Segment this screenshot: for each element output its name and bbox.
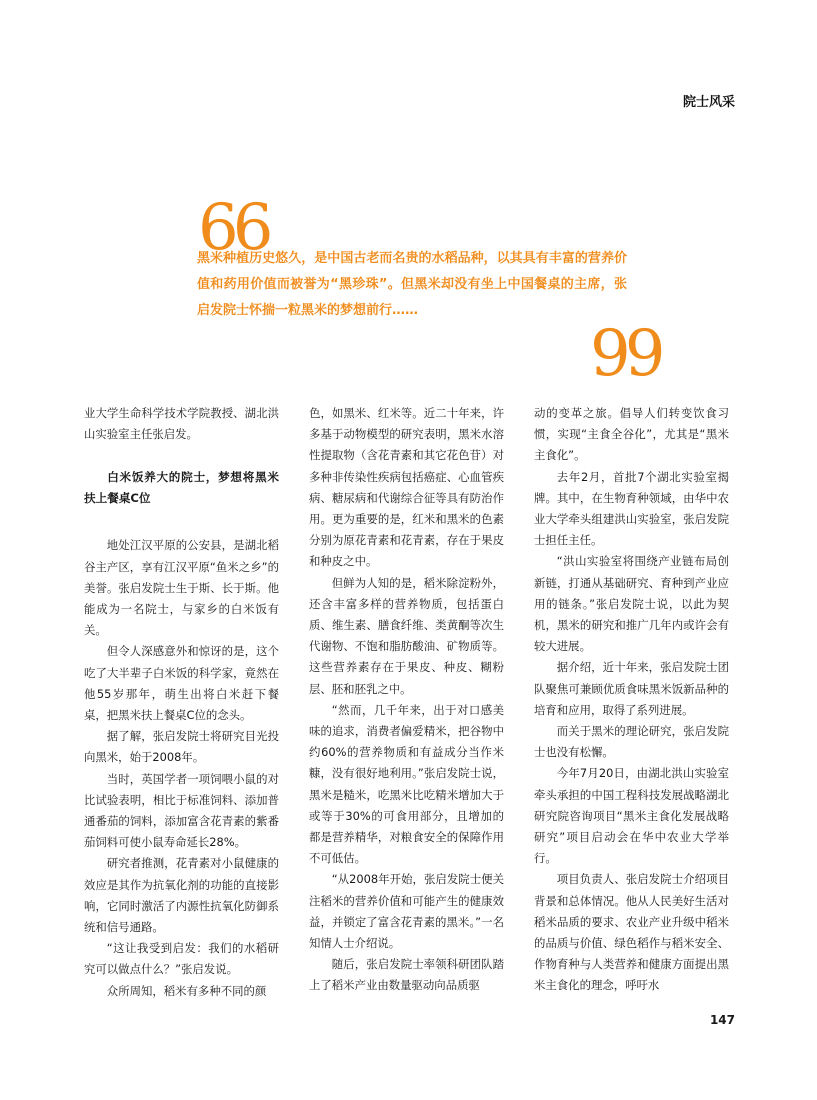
paragraph: 研究者推测，花青素对小鼠健康的效应是其作为抗氧化剂的功能的直接影响，它同时激活了内源性抗氧化防御系统和信号通路。 <box>84 856 279 935</box>
paragraph: 地处江汉平原的公安县，是湖北稻谷主产区，享有江汉平原“鱼米之乡”的美誉。张启发院士生于斯、长于斯。他能成为一名院士，与家乡的白米饭有关。 <box>84 538 279 638</box>
paragraph: 众所周知，稻米有多种不同的颜 <box>106 983 267 998</box>
paragraph: 而关于黑米的理论研究，张启发院士也没有松懈。 <box>534 724 729 760</box>
paragraph: 随后，张启发院士率领科研团队踏上了稻米产业由数量驱动向品质驱 <box>309 957 504 993</box>
paragraph: 项目负责人、张启发院士介绍项目背景和总体情况。他从人民美好生活对稻米品质的要求、农业产业升级中稻米的品质与价值、绿色稻作与稻米安全、作物育种与人类营养和健康方面提出黑米主食化的理念，呼吁水 <box>534 872 729 993</box>
section-tag: 院士风采 <box>682 95 735 110</box>
paragraph: 动的变革之旅。倡导人们转变饮食习惯，实现“主食全谷化”，尤其是“黑米主食化”。 <box>534 406 729 463</box>
page-number: 147 <box>709 1013 735 1027</box>
paragraph: 今年7月20日，由湖北洪山实验室牵头承担的中国工程科技发展战略湖北研究院咨询项目“黑米主食化发展战略研究”项目启动会在华中农业大学举行。 <box>534 766 729 866</box>
close-quote-mark: 99 <box>590 317 660 391</box>
paragraph: 业大学生命科学技术学院教授、湖北洪山实验室主任张启发。 <box>84 406 279 442</box>
paragraph: “洪山实验室将围绕产业链布局创新链，打通从基础研究、育种到产业应用的链条。”张启发院士说，以此为契机，黑米的研究和推广几年内或许会有较大进展。 <box>534 554 729 654</box>
paragraph: 色，如黑米、红米等。近二十年来，许多基于动物模型的研究表明，黑米水溶性提取物（含花青素和其它花色苷）对多种非传染性疾病包括癌症、心血管疾病、糖尿病和代谢综合征等具有防治作用。更为重要的是，红米和黑米的色素分别为原花青素和花青素，存在于果皮和种皮之中。 <box>309 406 504 569</box>
paragraph: “从2008年开始，张启发院士便关注稻米的营养价值和可能产生的健康效益，并锁定了富含花青素的黑米。”一名知情人士介绍说。 <box>309 872 504 951</box>
paragraph: 据介绍，近十年来，张启发院士团队聚焦可兼顾优质食味黑米饭新品种的培育和应用，取得了系列进展。 <box>534 660 729 717</box>
article-column-3 <box>534 403 729 997</box>
paragraph: 去年2月，首批7个湖北实验室揭牌。其中，在生物育种领域，由华中农业大学牵头组建洪山实验室，张启发院士担任主任。 <box>534 469 729 548</box>
paragraph: “然而，几千年来，出于对口感美味的追求，消费者偏爱精米，把谷物中约60%的营养物质和有益成分当作米糠，没有很好地利用。”张启发院士说，黑米是糙米，吃黑米比吃精米增加大于或等于30%的可食用部分，且增加的都是营养精华，对粮食安全的保障作用不可低估。 <box>309 702 504 866</box>
paragraph: 据了解，张启发院士将研究目光投向黑米，始于2008年。 <box>84 729 279 765</box>
open-quote-mark: 66 <box>198 191 268 265</box>
paragraph: 当时，英国学者一项饲喂小鼠的对比试验表明，相比于标准饲料、添加普通番茄的饲料，添加富含花青素的紫番茄饲料可使小鼠寿命延长28%。 <box>84 771 279 850</box>
pull-quote: 黑米种植历史悠久，是中国古老而名贵的水稻品种，以其具有丰富的营养价值和药用价值而被誉为“黑珍珠”。但黑米却没有坐上中国餐桌的主席，张启发院士怀揣一粒黑米的梦想前行…… <box>197 251 627 318</box>
section-heading: 白米饭养大的院士，梦想将黑米扶上餐桌C位 <box>84 470 279 506</box>
article-column-1 <box>84 403 279 1002</box>
article-column-2 <box>309 403 504 997</box>
paragraph: 但鲜为人知的是，稻米除淀粉外，还含丰富多样的营养物质，包括蛋白质、维生素、膳食纤维、类黄酮等次生代谢物、不饱和脂肪酸油、矿物质等。这些营养素存在于果皮、种皮、糊粉层、胚和胚乳之中。 <box>309 575 504 696</box>
paragraph: “这让我受到启发：我们的水稻研究可以做点什么？”张启发说。 <box>84 941 279 977</box>
paragraph: 但令人深感意外和惊讶的是，这个吃了大半辈子白米饭的科学家，竟然在他55岁那年，萌生出将白米赶下餐桌，把黑米扶上餐桌C位的念头。 <box>84 644 279 723</box>
